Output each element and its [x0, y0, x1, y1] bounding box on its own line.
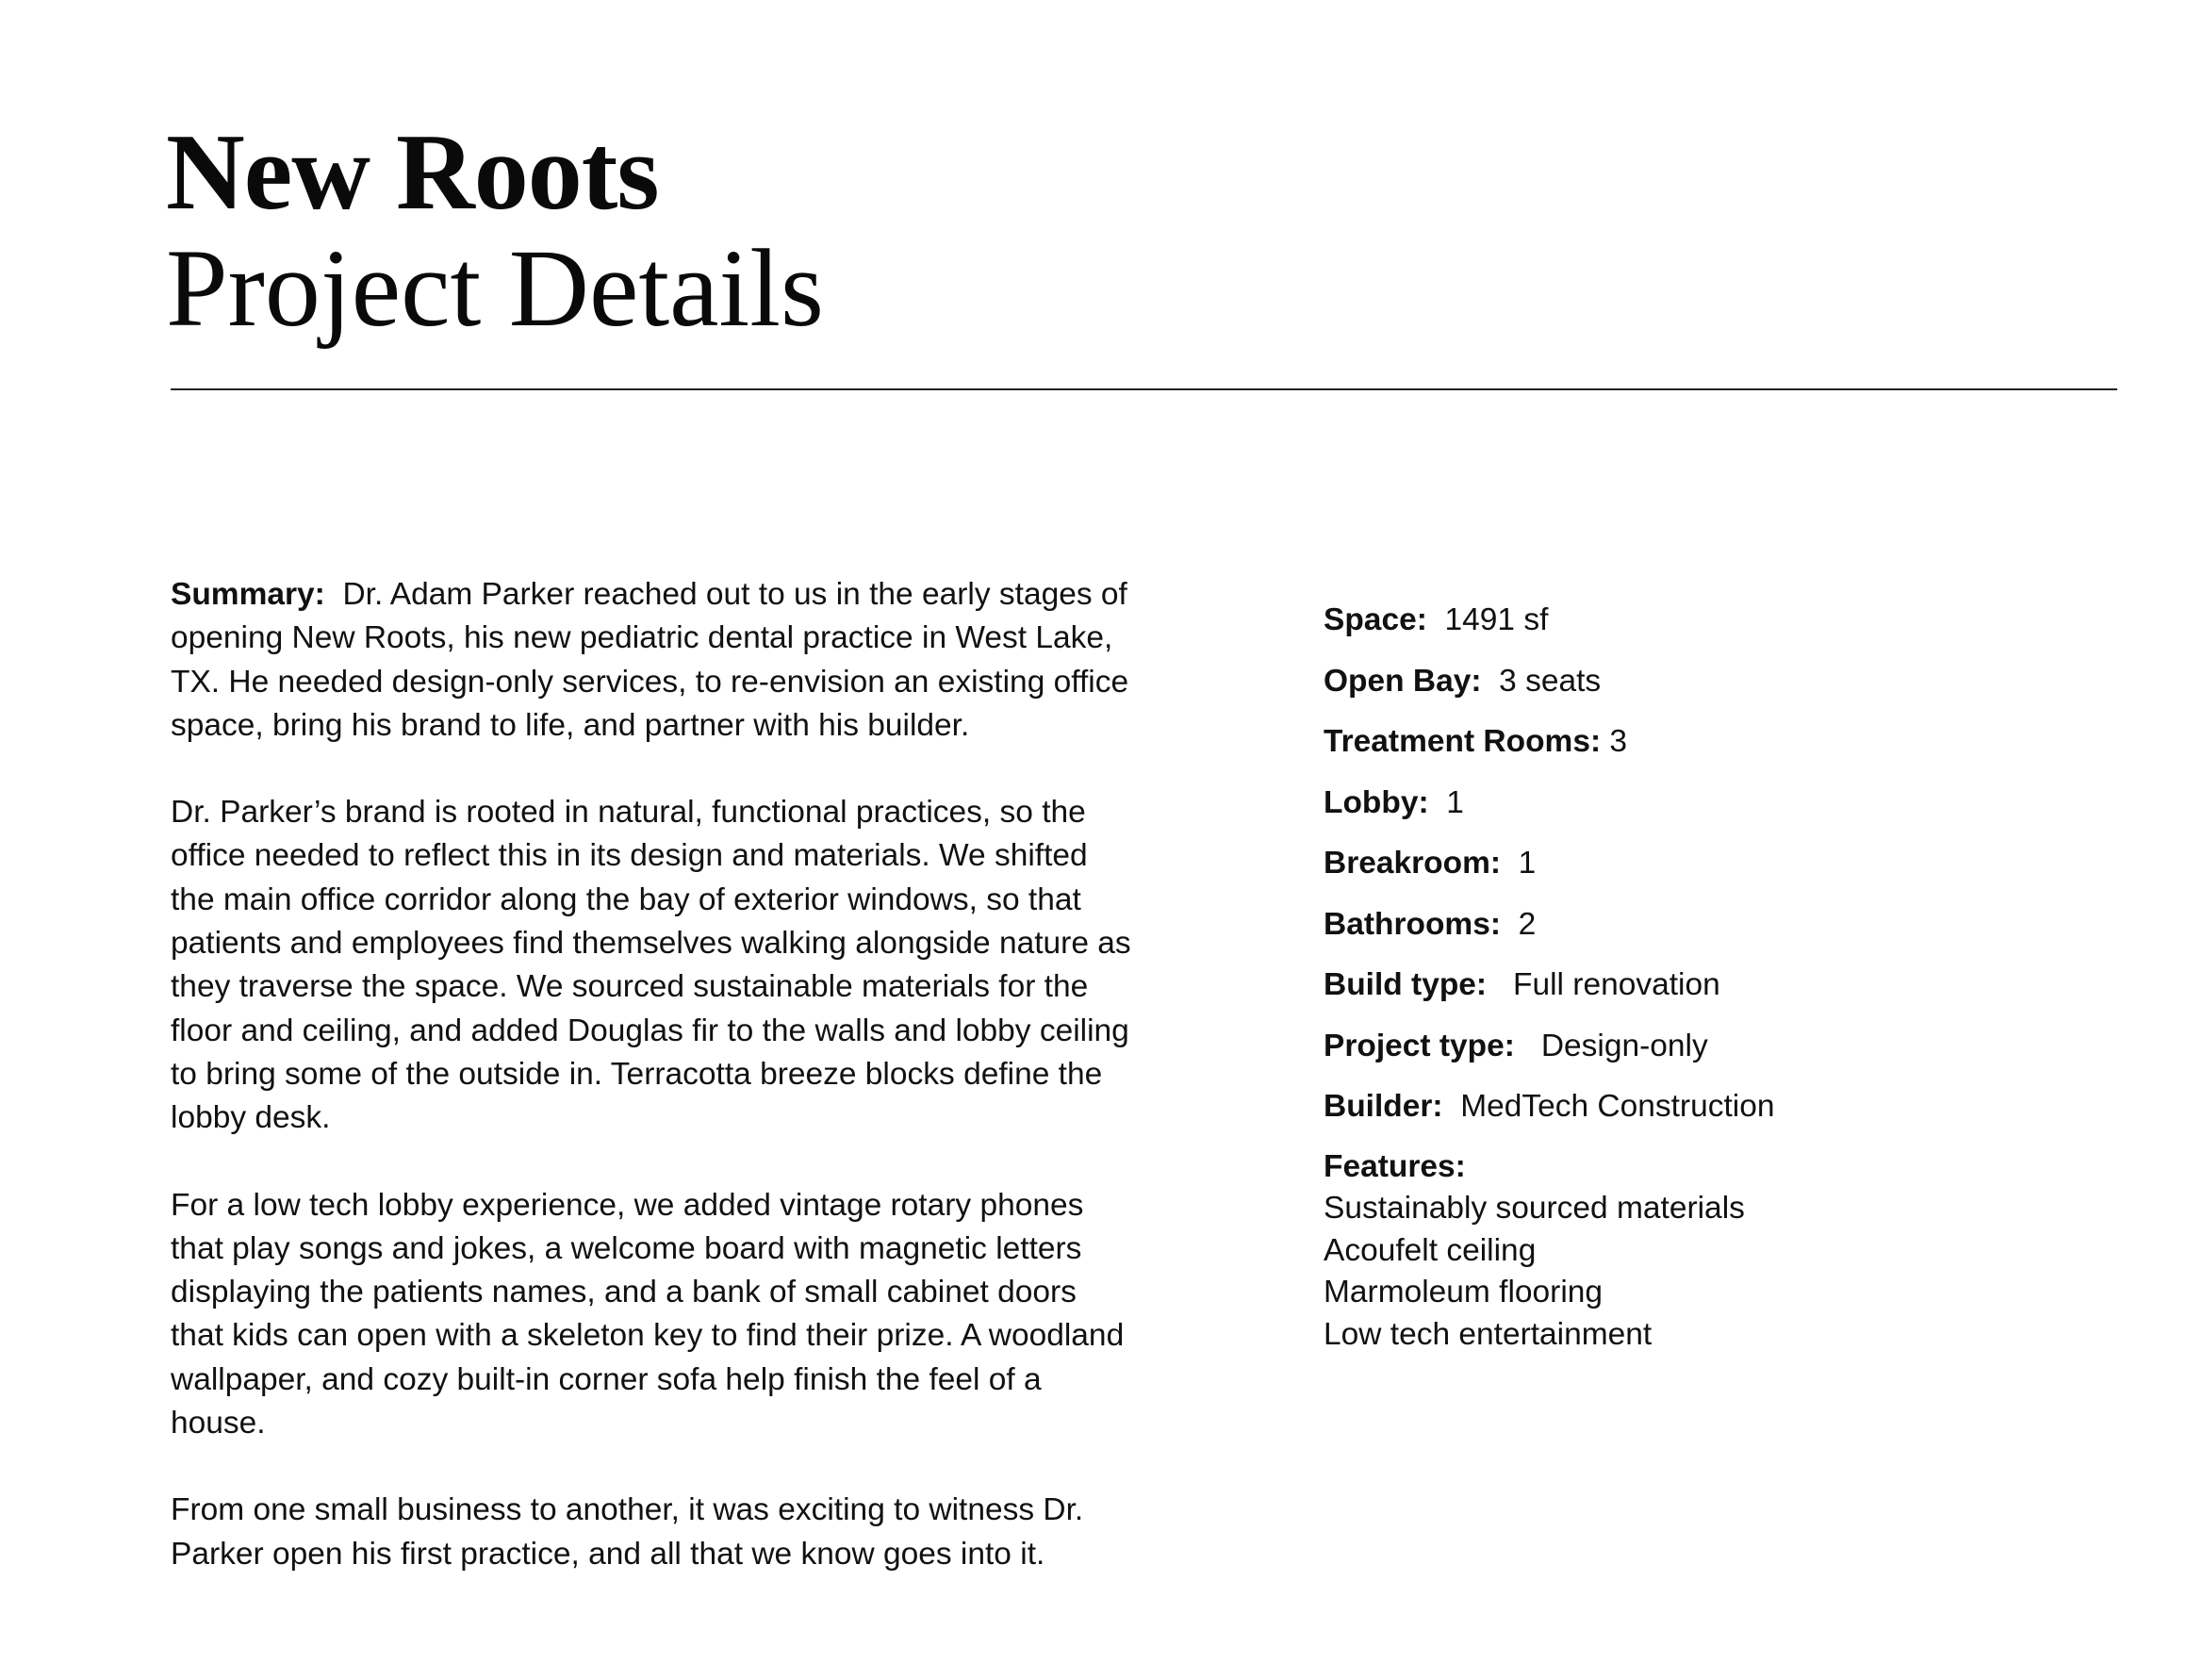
spec-value: 3	[1609, 724, 1628, 759]
spec-label: Lobby:	[1324, 784, 1429, 820]
spec-label: Treatment Rooms:	[1324, 724, 1602, 759]
spec-label: Project type:	[1324, 1028, 1515, 1063]
spec-label: Open Bay:	[1324, 663, 1482, 699]
spec-row-treatment-rooms	[1324, 720, 2097, 782]
spec-label: Space:	[1324, 602, 1427, 637]
spec-value: 2	[1518, 906, 1537, 942]
spec-row-open-bay	[1324, 660, 2097, 721]
spec-value: 3 seats	[1499, 663, 1602, 699]
spec-value: Full renovation	[1513, 967, 1720, 1002]
page-subtitle: Project Details	[166, 226, 824, 350]
spec-value: MedTech Construction	[1460, 1089, 1775, 1124]
feature-item: Low tech entertainment	[1324, 1316, 1653, 1352]
summary-paragraph-1	[171, 573, 1132, 748]
spec-row-lobby	[1324, 782, 2097, 843]
specs-column	[1324, 599, 2097, 1356]
title-block	[166, 112, 824, 350]
spec-label: Build type:	[1324, 967, 1488, 1002]
feature-item: Sustainably sourced materials	[1324, 1191, 1745, 1226]
summary-paragraph-3: For a low tech lobby experience, we added vintage rotary phones that play songs and jokes, a welcome board with magnetic letters displaying the patients names, and a bank of small cabinet doors that kids can open with a skeleton key to find their prize. A woodland wallpaper, and cozy built-in corner sofa help finish the feel of a house.	[171, 1187, 1125, 1441]
spec-row-bathrooms	[1324, 903, 2097, 964]
summary-label: Summary:	[171, 577, 325, 612]
spec-label: Breakroom:	[1324, 846, 1502, 881]
features-list	[1324, 1146, 2097, 1357]
spec-value: 1	[1518, 846, 1537, 881]
spec-row-build-type	[1324, 964, 2097, 1025]
feature-item: Marmoleum flooring	[1324, 1275, 1604, 1309]
spec-row-project-type	[1324, 1025, 2097, 1086]
spec-label: Builder:	[1324, 1089, 1443, 1124]
spec-value: Design-only	[1540, 1028, 1708, 1063]
spec-value: 1	[1446, 784, 1464, 820]
page-title: New Roots	[166, 112, 659, 233]
spec-value: 1491 sf	[1444, 602, 1549, 637]
summary-paragraph-4: From one small business to another, it was exciting to witness Dr. Parker open his first practice, and all that we know goes into it.	[171, 1492, 1084, 1572]
summary-column	[171, 573, 1132, 1620]
summary-paragraph-1-text: Dr. Adam Parker reached out to us in the early stages of opening New Roots, his new pediatric dental practice in West Lake, TX. He needed design-only services, to re-envision an existing office space, bring his brand to life, and partner with his builder.	[171, 577, 1129, 743]
spec-label: Bathrooms:	[1324, 906, 1501, 942]
features-label: Features:	[1324, 1148, 1466, 1184]
spec-row-space	[1324, 599, 2097, 660]
spec-row-builder	[1324, 1085, 2097, 1146]
title-divider	[171, 388, 2117, 390]
summary-paragraph-2: Dr. Parker’s brand is rooted in natural, functional practices, so the office needed to reflect this in its design and materials. We shifted the main office corridor along the bay of exterior windows, so that patients and employees find themselves walking alongside nature as they traverse the space. We sourced sustainable materials for the floor and ceiling, and added Douglas fir to the walls and lobby ceiling to bring some of the outside in. Terracotta breeze blocks define the lobby desk.	[171, 795, 1131, 1136]
feature-item: Acoufelt ceiling	[1324, 1232, 1537, 1268]
spec-row-breakroom	[1324, 842, 2097, 903]
